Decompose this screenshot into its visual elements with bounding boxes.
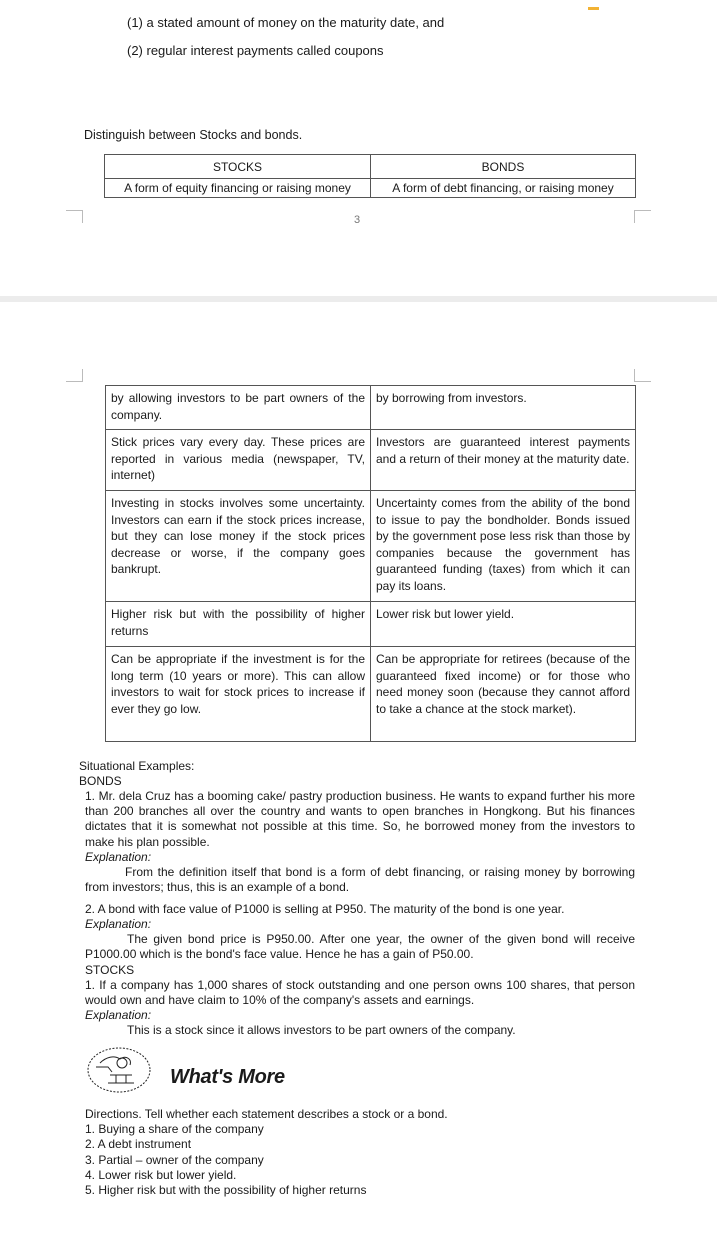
bond-example-1: 1. Mr. dela Cruz has a booming cake/ pastry production business. He wants to expand further his more than 200 branches all over the country and wants to open branches in Hongkong. But his finances dictates that it is somewhat not possible at this time. So, he borrowed money from the investors to make his plan possible.: [85, 789, 635, 849]
table-row: [106, 430, 636, 491]
bonds-cell: Uncertainty comes from the ability of the bond to issue to pay the bondholder. Bonds issued by the government pose less risk than those by companies because the government has guaranteed funding (taxes) from which it can pay its loans.: [371, 491, 636, 602]
bonds-cell: Investors are guaranteed interest payments and a return of their money at the maturity date.: [371, 430, 636, 491]
crop-mark-top-left: [66, 369, 83, 382]
crop-mark-left: [66, 210, 83, 223]
bond-explanation-1: From the definition itself that bond is a form of debt financing, or raising money by borrowing from investors; thus, this is an example of a bond.: [85, 865, 635, 895]
whats-more-directions: Directions. Tell whether each statement describes a stock or a bond.: [85, 1107, 448, 1121]
list-item: 5. Higher risk but with the possibility of higher returns: [85, 1183, 367, 1197]
table-row: [106, 386, 636, 430]
bond-example-2: 2. A bond with face value of P1000 is selling at P950. The maturity of the bond is one year.: [85, 902, 565, 916]
bonds-cell: Can be appropriate for retirees (because of the guaranteed fixed income) or for those who need money soon (because they cannot afford to take a chance at the stock market).: [371, 647, 636, 742]
table-row: [106, 647, 636, 742]
bond-explanation-2: The given bond price is P950.00. After one year, the owner of the given bond will receive P1000.00 which is the bond's face value. Hence he has a gain of P50.00.: [85, 932, 635, 962]
bonds-cell: Lower risk but lower yield.: [371, 602, 636, 647]
comparison-table-header: [104, 154, 636, 198]
comparison-table-continued: [105, 385, 636, 742]
list-item: 1. Buying a share of the company: [85, 1122, 264, 1136]
bonds-cell: by borrowing from investors.: [371, 386, 636, 430]
stocks-definition-cell: A form of equity financing or raising money: [105, 179, 371, 198]
list-item: 3. Partial – owner of the company: [85, 1153, 264, 1167]
crop-mark-right: [634, 210, 651, 223]
bond-item-2: (2) regular interest payments called coupons: [127, 43, 384, 58]
stock-explanation-1: This is a stock since it allows investors to be part owners of the company.: [127, 1023, 516, 1037]
bond-item-1: (1) a stated amount of money on the maturity date, and: [127, 15, 445, 30]
stocks-cell: Higher risk but with the possibility of higher returns: [106, 602, 371, 647]
table-row: [106, 491, 636, 602]
situational-heading: Situational Examples:: [79, 759, 195, 773]
whats-more-title: What's More: [170, 1066, 285, 1088]
stock-example-1: 1. If a company has 1,000 shares of stock outstanding and one person owns 100 shares, that person would own and have claim to 10% of the company's assets and earnings.: [85, 978, 635, 1008]
distinguish-heading: Distinguish between Stocks and bonds.: [84, 128, 303, 142]
explanation-label: Explanation:: [85, 850, 152, 864]
explanation-label: Explanation:: [85, 917, 152, 931]
bonds-definition-cell: A form of debt financing, or raising money: [371, 179, 636, 198]
table-row: [106, 602, 636, 647]
whats-more-illustration-icon: [86, 1045, 152, 1095]
stocks-cell: Can be appropriate if the investment is for the long term (10 years or more). This can allow investors to wait for stock prices to increase if ever they go low.: [106, 647, 371, 742]
bonds-header: BONDS: [371, 155, 636, 179]
stocks-cell: by allowing investors to be part owners of the company.: [106, 386, 371, 430]
page-number: 3: [354, 214, 361, 226]
explanation-label: Explanation:: [85, 1008, 152, 1022]
stocks-label: STOCKS: [85, 963, 135, 977]
highlight-mark: [588, 7, 599, 10]
stocks-cell: Stick prices vary every day. These prices are reported in various media (newspaper, TV, internet): [106, 430, 371, 491]
list-item: 2. A debt instrument: [85, 1137, 192, 1151]
stocks-header: STOCKS: [105, 155, 371, 179]
stocks-cell: Investing in stocks involves some uncertainty. Investors can earn if the stock prices increase, but they can lose money if the stock prices decrease or worse, if the company goes bankrupt.: [106, 491, 371, 602]
crop-mark-top-right: [634, 369, 651, 382]
list-item: 4. Lower risk but lower yield.: [85, 1168, 237, 1182]
page-top: [0, 0, 717, 297]
bonds-label: BONDS: [79, 774, 122, 788]
